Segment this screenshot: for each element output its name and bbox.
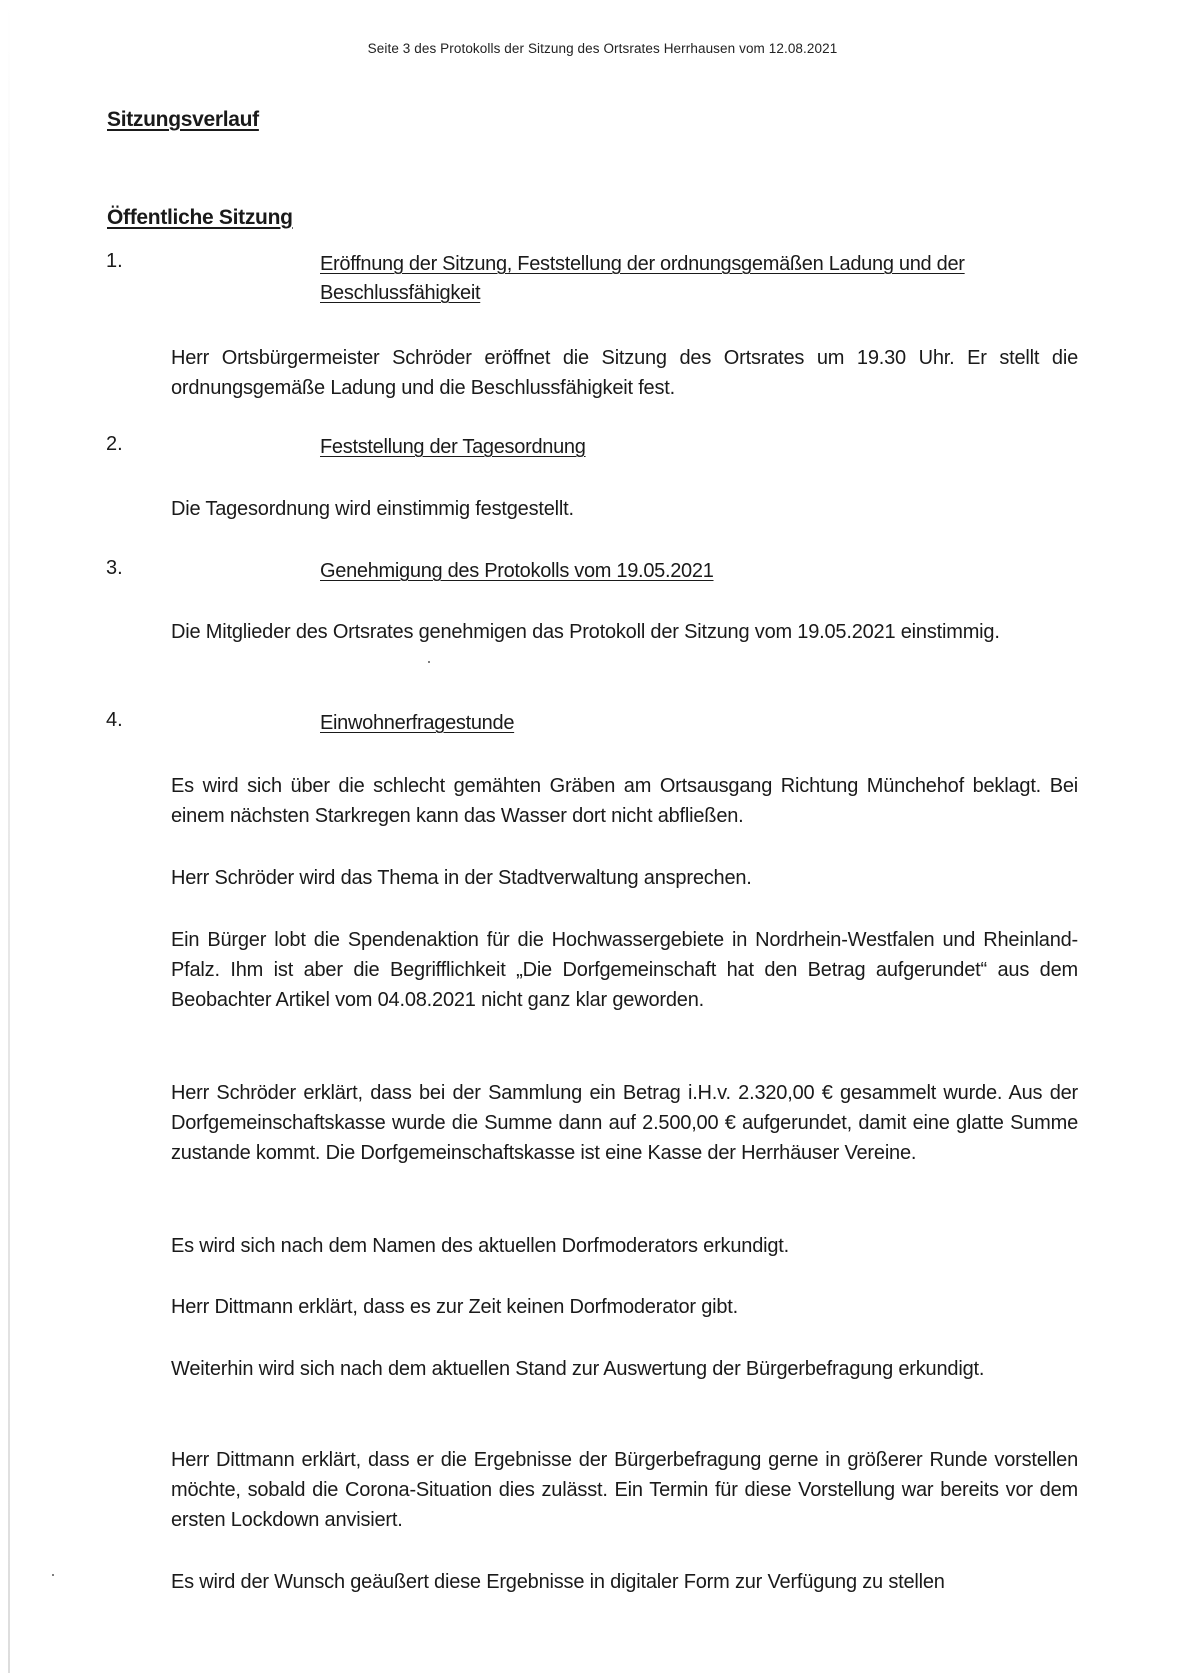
heading-sitzungsverlauf: Sitzungsverlauf bbox=[107, 108, 259, 131]
item-1-title: Eröffnung der Sitzung, Feststellung der ordnungsgemäßen Ladung und der Beschlussfähigkeit bbox=[320, 253, 965, 304]
item-4-number: 4. bbox=[106, 709, 123, 731]
item-4-paragraph-1: Es wird sich über die schlecht gemähten Gräben am Ortsausgang Richtung Münchehof beklagt. Bei einem nächsten Starkregen kann das Wasser dort nicht abfließen. bbox=[171, 775, 1078, 827]
item-3-number: 3. bbox=[106, 557, 123, 579]
item-2-number: 2. bbox=[106, 433, 123, 455]
item-4-paragraph-5: Es wird sich nach dem Namen des aktuellen Dorfmoderators erkundigt. bbox=[171, 1235, 790, 1257]
item-4-title: Einwohnerfragestunde bbox=[320, 712, 515, 734]
scan-speck bbox=[52, 1574, 54, 1576]
item-4-paragraph-7: Weiterhin wird sich nach dem aktuellen Stand zur Auswertung der Bürgerbefragung erkundigt. bbox=[171, 1358, 985, 1380]
item-2-title: Feststellung der Tagesordnung bbox=[320, 436, 586, 458]
running-header: Seite 3 des Protokolls der Sitzung des Ortsrates Herrhausen vom 12.08.2021 bbox=[367, 41, 838, 56]
heading-oeffentliche-sitzung: Öffentliche Sitzung bbox=[107, 206, 293, 229]
scan-edge-artifact bbox=[8, 0, 10, 1673]
item-1-number: 1. bbox=[106, 250, 123, 272]
item-4-paragraph-3: Ein Bürger lobt die Spendenaktion für die Hochwassergebiete in Nordrhein-Westfalen und Rheinland-Pfalz. Ihm ist aber die Begrifflichkeit „Die Dorfgemeinschaft hat den Betrag aufgerundet“ aus dem Beobachter Artikel vom 04.08.2021 nicht ganz klar geworden. bbox=[171, 929, 1078, 1011]
item-4-paragraph-4: Herr Schröder erklärt, dass bei der Sammlung ein Betrag i.H.v. 2.320,00 € gesammelt wurde. Aus der Dorfgemeinschaftskasse wurde die Summe dann auf 2.500,00 € aufgerundet, damit eine glatte Summe zustande kommt. Die Dorfgemeinschaftskasse ist eine Kasse der Herrhäuser Vereine. bbox=[171, 1082, 1078, 1164]
item-3-title: Genehmigung des Protokolls vom 19.05.2021 bbox=[320, 560, 714, 582]
item-4-paragraph-8: Herr Dittmann erklärt, dass er die Ergebnisse der Bürgerbefragung gerne in größerer Runde vorstellen möchte, sobald die Corona-Situation dies zulässt. Ein Termin für diese Vorstellung war bereits vor dem ersten Lockdown anvisiert. bbox=[171, 1449, 1078, 1531]
scan-speck bbox=[428, 661, 430, 663]
item-1-paragraph-1: Herr Ortsbürgermeister Schröder eröffnet die Sitzung des Ortsrates um 19.30 Uhr. Er stellt die ordnungsgemäße Ladung und die Beschlussfähigkeit fest. bbox=[171, 347, 1078, 399]
item-4-paragraph-6: Herr Dittmann erklärt, dass es zur Zeit keinen Dorfmoderator gibt. bbox=[171, 1296, 739, 1318]
item-4-paragraph-9: Es wird der Wunsch geäußert diese Ergebnisse in digitaler Form zur Verfügung zu stellen bbox=[171, 1571, 945, 1593]
item-3-paragraph-1: Die Mitglieder des Ortsrates genehmigen das Protokoll der Sitzung vom 19.05.2021 einstimmig. bbox=[171, 621, 1000, 643]
item-4-paragraph-2: Herr Schröder wird das Thema in der Stadtverwaltung ansprechen. bbox=[171, 867, 752, 889]
item-2-paragraph-1: Die Tagesordnung wird einstimmig festgestellt. bbox=[171, 498, 574, 520]
